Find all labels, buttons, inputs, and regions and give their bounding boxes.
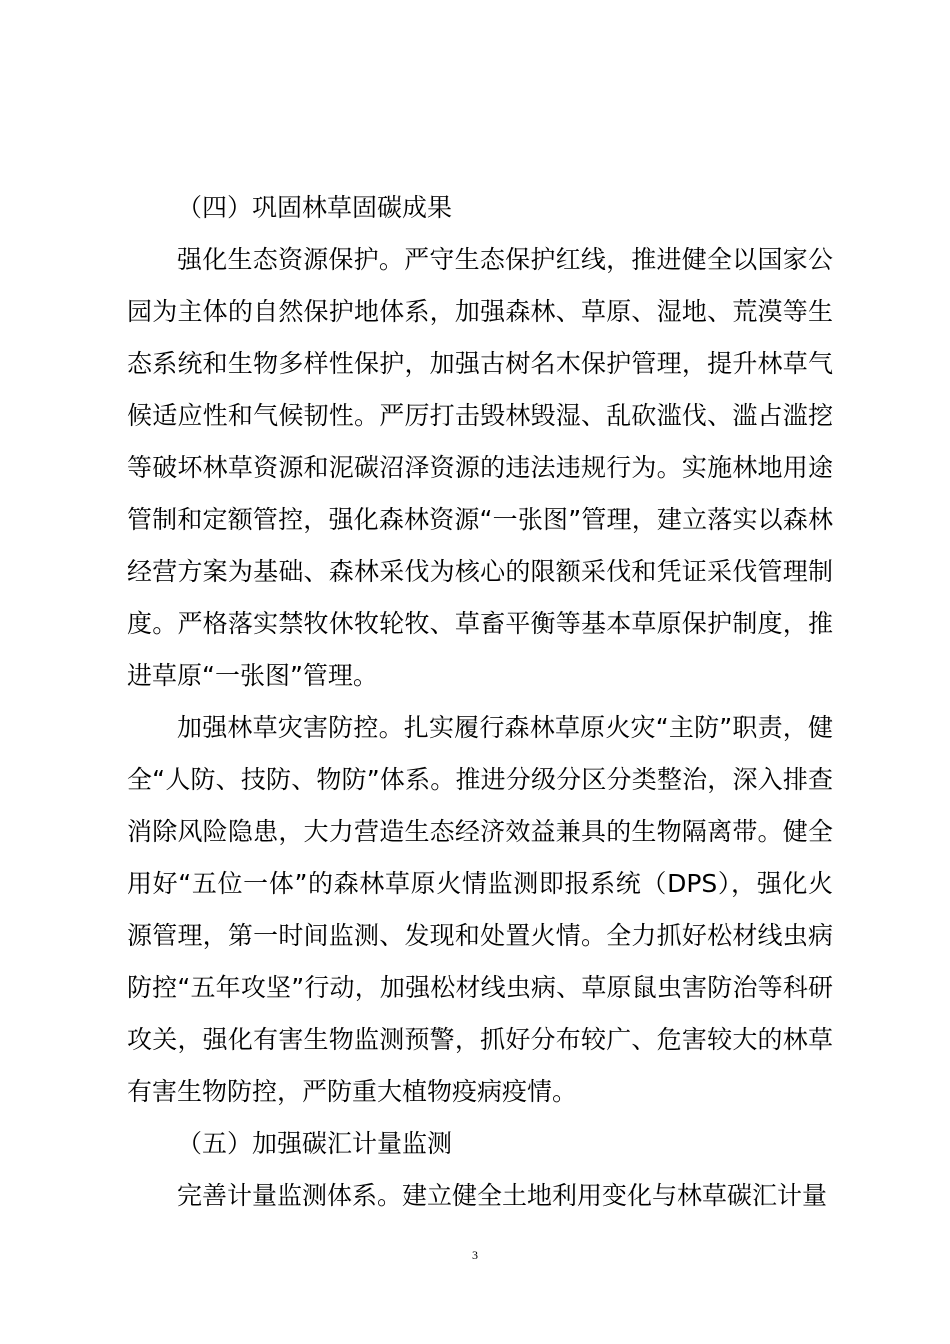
section-heading-5: （五）加强碳汇计量监测: [177, 1129, 453, 1158]
paragraph-disaster-prevention: 加强林草灾害防控。扎实履行森林草原火灾“主防”职责，健全“人防、技防、物防”体系。推进分级分区分类整治，深入排查消除风险隐患，大力营造生态经济效益兼具的生物隔离带。健全用好“五位一体”的森林草原火情监测即报系统（DPS），强化火源管理，第一时间监测、发现和处置火情。全力抓好松材线虫病防控“五年攻坚”行动，加强松材线虫病、草原鼠虫害防治等科研攻关，强化有害生物监测预警，抓好分布较广、危害较大的林草有害生物防控，严防重大植物疫病疫情。: [127, 713, 833, 1106]
paragraph-measurement-system: 完善计量监测体系。建立健全土地利用变化与林草碳汇计量: [177, 1181, 828, 1210]
page-number: 3: [472, 1248, 478, 1262]
section-heading-4: （四）巩固林草固碳成果: [177, 193, 453, 222]
paragraph-ecological-protection: 强化生态资源保护。严守生态保护红线，推进健全以国家公园为主体的自然保护地体系，加强森林、草原、湿地、荒漠等生态系统和生物多样性保护，加强古树名木保护管理，提升林草气候适应性和气候韧性。严厉打击毁林毁湿、乱砍滥伐、滥占滥挖等破坏林草资源和泥碳沼泽资源的违法违规行为。实施林地用途管制和定额管控，强化森林资源“一张图”管理，建立落实以森林经营方案为基础、森林采伐为核心的限额采伐和凭证采伐管理制度。严格落实禁牧休牧轮牧、草畜平衡等基本草原保护制度，推进草原“一张图”管理。: [127, 245, 833, 690]
document-body: [127, 182, 833, 1222]
